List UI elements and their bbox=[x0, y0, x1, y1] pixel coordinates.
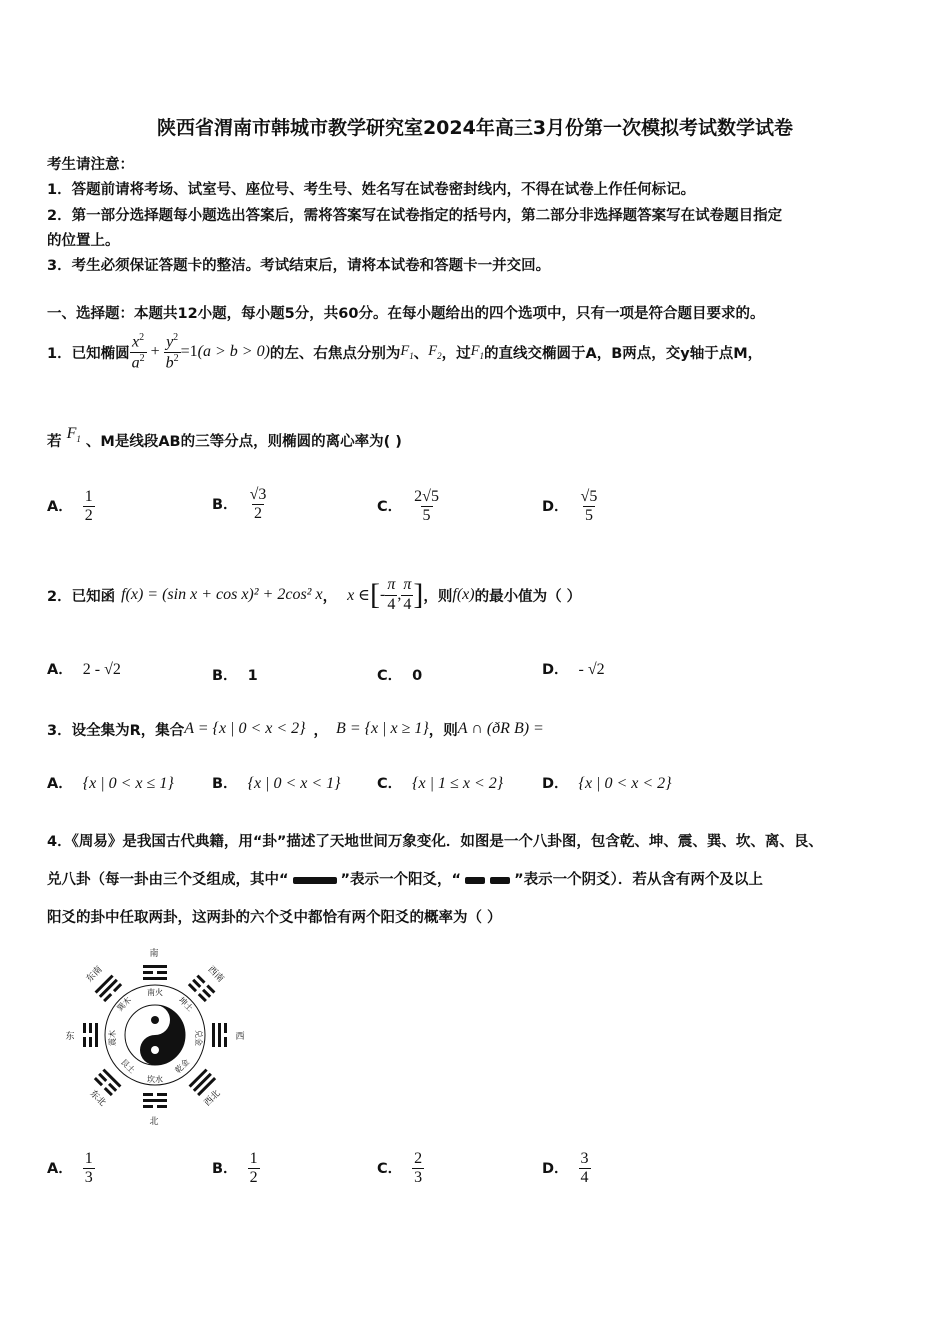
q1-option-c[interactable]: C． $\frac{2√5}{5}$ bbox=[377, 488, 439, 525]
q1-sep: 、 bbox=[413, 345, 429, 362]
trigram-kan-icon bbox=[143, 1093, 167, 1108]
q3-expression: A ∩ (ðR B) = bbox=[457, 720, 544, 737]
q3-set-a: A = {x | 0 < x < 2} bbox=[184, 720, 306, 737]
yin-line-icon bbox=[465, 872, 510, 888]
yang-line-icon bbox=[293, 877, 337, 884]
q2-prefix: 2．已知函 bbox=[47, 588, 116, 605]
label-northwest: 西北 bbox=[202, 1088, 223, 1109]
trigram-zhen-icon bbox=[83, 1023, 98, 1047]
section-heading: 一、选择题：本题共12小题，每小题5分，共60分。在每小题给出的四个选项中，只有一项是符合题目要求的。 bbox=[47, 306, 765, 322]
q2-fx: f(x) bbox=[452, 586, 475, 603]
question-1-line-2 bbox=[47, 425, 402, 452]
q1-f1: $F_1$ bbox=[400, 343, 414, 361]
label-gen: 艮土 bbox=[118, 1057, 137, 1076]
question-4-line-2: 兑八卦（每一卦由三个爻组成，其中“ ”表示一个阳爻，“ ”表示一个阴爻）．若从含有两个及以上 bbox=[47, 872, 763, 888]
label-northeast: 东北 bbox=[87, 1088, 108, 1109]
question-1-line-1: 1．已知椭圆 $\frac{x^2}{a^2}$ + $\frac{y^2}{b^2}$ =1 (a > b > 0) 的左、右焦点分别为 $F_1$ 、 $F_2$ ，过 $F_1$ 的直线交椭圆于A，B两点，交y轴于点M， bbox=[47, 331, 763, 371]
q4-option-b[interactable]: B． $\frac{1}{2}$ bbox=[212, 1150, 258, 1187]
q3-option-c[interactable]: C． {x | 1 ≤ x < 2} bbox=[377, 775, 504, 792]
q2-text-mid: ，则 bbox=[423, 588, 453, 605]
q4-option-c[interactable]: C． $\frac{2}{3}$ bbox=[377, 1150, 423, 1187]
label-zhen: 震木 bbox=[108, 1030, 117, 1046]
q1-option-d[interactable]: D． $\frac{√5}{5}$ bbox=[542, 488, 598, 525]
q3-prefix: 3．设全集为R，集合 bbox=[47, 722, 185, 739]
trigram-dui-icon bbox=[212, 1023, 227, 1047]
q1-f1-b: $F_1$ bbox=[470, 343, 484, 361]
trigram-kun-icon bbox=[188, 975, 216, 1003]
label-southeast: 东南 bbox=[84, 964, 105, 985]
label-qian: 乾金 bbox=[173, 1057, 192, 1076]
q3-option-b[interactable]: B． {x | 0 < x < 1} bbox=[212, 775, 341, 792]
q2-option-d[interactable]: D． - √2 bbox=[542, 661, 605, 678]
label-xun: 巽木 bbox=[115, 995, 134, 1014]
q3-then: ，则 bbox=[428, 722, 458, 739]
label-kan: 坎水 bbox=[147, 1075, 163, 1084]
notice-item-3: 3．考生必须保证答题卡的整洁。考试结束后，请将本试卷和答题卡一并交回。 bbox=[47, 258, 551, 274]
q4-option-a[interactable]: A． $\frac{1}{3}$ bbox=[47, 1150, 93, 1187]
q2-function: f(x) = (sin x + cos x)² + 2cos² x bbox=[121, 586, 323, 603]
trigram-li-icon bbox=[143, 965, 167, 980]
q1-text-1: 的左、右焦点分别为 bbox=[269, 345, 401, 362]
q1-option-b[interactable]: B． $\frac{√3}{2}$ bbox=[212, 486, 267, 523]
bagua-diagram bbox=[60, 940, 250, 1130]
q1-condition: (a > b > 0) bbox=[197, 343, 270, 360]
q2-option-b[interactable]: B． 1 bbox=[212, 668, 258, 684]
question-2: 2．已知函 f(x) = (sin x + cos x)² + 2cos² x ， x ∈ [ - $\frac{\pi}{4}$ , $\frac{\pi}{4}$ ] ，则 f(x) 的最小值为（ ） bbox=[47, 576, 582, 613]
page-title: 陕西省渭南市韩城市教学研究室2024年高三3月份第一次模拟考试数学试卷 bbox=[156, 117, 794, 139]
q4-option-d[interactable]: D． $\frac{3}{4}$ bbox=[542, 1150, 589, 1187]
notice-heading: 考生请注意： bbox=[47, 157, 134, 173]
q3-comma: ， bbox=[313, 722, 329, 739]
label-southwest: 西南 bbox=[205, 964, 226, 985]
notice-item-1: 1．答题前请将考场、试室号、座位号、考生号、姓名写在试卷密封线内，不得在试卷上作任何标记。 bbox=[47, 182, 696, 198]
q2-option-c[interactable]: C． 0 bbox=[377, 668, 423, 684]
q1-f2: $F_2$ bbox=[428, 343, 442, 361]
q2-option-a[interactable]: A． 2 - √2 bbox=[47, 661, 121, 678]
q1-prefix: 1．已知椭圆 bbox=[47, 345, 130, 362]
q1-frac-x: $\frac{x^2}{a^2}$ bbox=[131, 331, 145, 371]
yin-yang-icon bbox=[125, 1005, 185, 1065]
q2-comma: ， bbox=[322, 588, 338, 605]
notice-item-2: 2．第一部分选择题每小题选出答案后，需将答案写在试卷指定的括号内，第二部分非选择题答案写在试卷题目指定 bbox=[47, 208, 783, 224]
label-south: 南 bbox=[149, 949, 159, 959]
label-kun: 坤土 bbox=[176, 995, 195, 1014]
q2-text-end: 的最小值为（ ） bbox=[474, 588, 582, 605]
q3-set-b: B = {x | x ≥ 1} bbox=[336, 720, 429, 737]
label-west: 西 bbox=[235, 1032, 245, 1042]
q1-line2-post: 、M是线段AB的三等分点，则椭圆的离心率为( ) bbox=[85, 434, 402, 450]
q3-option-a[interactable]: A． {x | 0 < x ≤ 1} bbox=[47, 775, 174, 792]
q1-text-3: 的直线交椭圆于A，B两点，交y轴于点M， bbox=[483, 345, 763, 362]
label-north: 北 bbox=[149, 1117, 159, 1127]
q1-frac-y: $\frac{y^2}{b^2}$ bbox=[165, 331, 179, 371]
question-3 bbox=[47, 714, 544, 744]
question-4-line-3: 阳爻的卦中任取两卦，这两卦的六个爻中都恰有两个阳爻的概率为（ ） bbox=[47, 910, 502, 926]
label-li: 南火 bbox=[147, 988, 163, 997]
q1-line2-pre: 若 bbox=[47, 434, 62, 450]
q1-eq-tail: =1 bbox=[180, 343, 198, 360]
question-4-line-1: 4．《周易》是我国古代典籍，用“卦”描述了天地世间万象变化．如图是一个八卦图，包含乾、坤、震、巽、坎、离、艮、 bbox=[47, 834, 823, 850]
q1-f1-c: $F_1$ bbox=[66, 425, 81, 445]
trigram-xun-icon bbox=[95, 975, 123, 1003]
notice-item-2-cont: 的位置上。 bbox=[47, 233, 120, 249]
q1-option-a[interactable]: A． $\frac{1}{2}$ bbox=[47, 488, 93, 525]
q1-text-2: ，过 bbox=[441, 345, 471, 362]
q3-option-d[interactable]: D． {x | 0 < x < 2} bbox=[542, 775, 672, 792]
label-east: 东 bbox=[65, 1032, 75, 1042]
label-dui: 兑金 bbox=[194, 1030, 203, 1046]
q2-domain-pre: x ∈ bbox=[347, 587, 371, 604]
